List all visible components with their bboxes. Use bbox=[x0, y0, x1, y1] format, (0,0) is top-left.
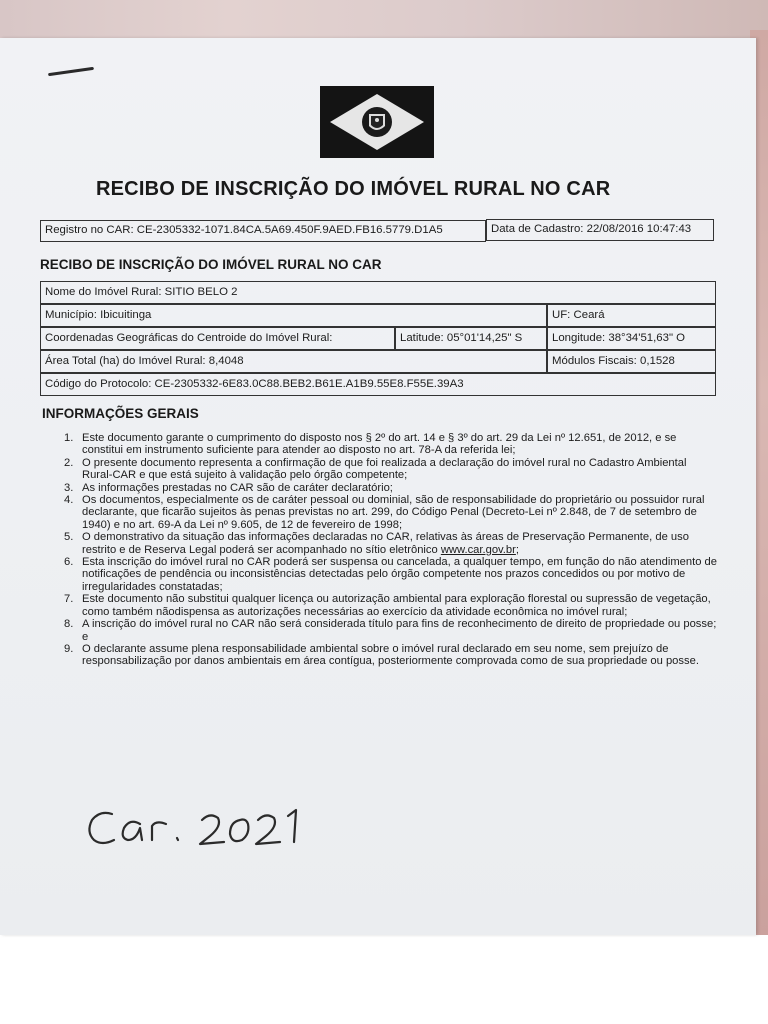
list-item bbox=[44, 593, 720, 618]
modulos-fiscais: Módulos Fiscais: 0,1528 bbox=[547, 350, 716, 373]
latitude: Latitude: 05°01'14,25" S bbox=[395, 327, 547, 350]
item-number: 1. bbox=[64, 432, 74, 444]
longitude: Longitude: 38°34'51,63" O bbox=[547, 327, 716, 350]
municipio: Município: Ibicuitinga bbox=[40, 304, 547, 327]
list-item bbox=[44, 643, 720, 668]
item-number: 9. bbox=[64, 642, 74, 655]
item-text: Este documento não substitui qualquer licença ou autorização ambiental para exploração florestal ou supressão de vegetação, como também nãodispensa as autorizações necessárias ao exercício da atividade econômica no imóvel rural; bbox=[82, 593, 711, 618]
item-number: 8. bbox=[64, 618, 74, 631]
list-item bbox=[44, 457, 720, 482]
list-item bbox=[44, 432, 720, 457]
item-text: As informações prestadas no CAR são de caráter declaratório; bbox=[82, 481, 393, 494]
data-cadastro: Data de Cadastro: 22/08/2016 10:47:43 bbox=[486, 219, 714, 241]
item-number: 6. bbox=[64, 556, 74, 569]
item-text: O demonstrativo da situação das informações declaradas no CAR, relativas às áreas de Preservação Permanente, de uso restrito e de Reserva Legal poderá ser acompanhado no sítio eletrônico bbox=[82, 531, 689, 556]
list-item bbox=[44, 531, 720, 556]
item-text: Esta inscrição do imóvel rural no CAR poderá ser suspensa ou cancelada, a qualquer tempo, em função do não atendimento de notificações de pendência ou inconsistências detectadas pelo órgão competente nos prazos concedidos ou por motivo de irregularidades constatadas; bbox=[82, 556, 717, 593]
item-text-end: ; bbox=[515, 543, 519, 556]
document-title: RECIBO DE INSCRIÇÃO DO IMÓVEL RURAL NO CAR bbox=[96, 178, 611, 200]
item-text: Os documentos, especialmente os de caráter pessoal ou dominial, são de responsabilidade do proprietário ou possuidor rural declarante, que ficarão sujeitos às penas previstas no art. 299, do Código Penal (Decreto-Lei nº 2.848, de 7 de setembro de 1940) e no art. 69-A da Lei nº 9.605, de 12 de fevereiro de 1998; bbox=[82, 494, 705, 531]
bottom-margin bbox=[0, 935, 768, 1024]
list-item bbox=[44, 482, 720, 494]
nome-imovel: Nome do Imóvel Rural: SITIO BELO 2 bbox=[40, 281, 716, 304]
handwritten-note bbox=[82, 796, 322, 856]
item-number: 2. bbox=[64, 456, 74, 469]
ceara-flag-icon bbox=[320, 86, 434, 158]
car-website-link[interactable]: www.car.gov.br bbox=[440, 543, 516, 556]
item-text: O presente documento representa a confirmação de que foi realizada a declaração do imóvel rural no Cadastro Ambiental Rural-CAR e que está sujeito à validação pelo órgão competente; bbox=[82, 456, 687, 482]
item-number: 4. bbox=[64, 494, 74, 507]
coordenadas-label: Coordenadas Geográficas do Centroide do Imóvel Rural: bbox=[40, 327, 395, 350]
list-item bbox=[44, 494, 720, 531]
uf: UF: Ceará bbox=[547, 304, 716, 327]
area-total: Área Total (ha) do Imóvel Rural: 8,4048 bbox=[40, 350, 547, 373]
section-title: RECIBO DE INSCRIÇÃO DO IMÓVEL RURAL NO CAR bbox=[40, 257, 382, 272]
codigo-protocolo: Código do Protocolo: CE-2305332-6E83.0C88.BEB2.B61E.A1B9.55E8.F55E.39A3 bbox=[40, 373, 716, 396]
item-number: 3. bbox=[64, 481, 74, 494]
list-item bbox=[44, 618, 720, 643]
property-info-table bbox=[40, 281, 716, 395]
info-title: INFORMAÇÕES GERAIS bbox=[42, 406, 199, 421]
registro-car: Registro no CAR: CE-2305332-1071.84CA.5A69.450F.9AED.FB16.5779.D1A5 bbox=[40, 220, 486, 242]
item-text: Este documento garante o cumprimento do disposto nos § 2º do art. 14 e § 3º do art. 29 da Lei nº 12.651, de 2012, e se constitui em instrumento suficiente para atender ao disposto no art. 78-A da referida lei; bbox=[82, 432, 677, 457]
info-list bbox=[44, 432, 720, 668]
list-item bbox=[44, 556, 720, 593]
item-text: A inscrição do imóvel rural no CAR não será considerada título para fins de reconhecimento de direito de propriedade ou posse; e bbox=[82, 618, 717, 643]
item-number: 5. bbox=[64, 531, 74, 544]
item-text: O declarante assume plena responsabilidade ambiental sobre o imóvel rural declarado em seu nome, sem prejuízo de responsabilização por danos ambientais em área contígua, posteriormente comprovada como de sua propriedade ou posse. bbox=[82, 642, 699, 668]
item-number: 7. bbox=[64, 593, 74, 606]
